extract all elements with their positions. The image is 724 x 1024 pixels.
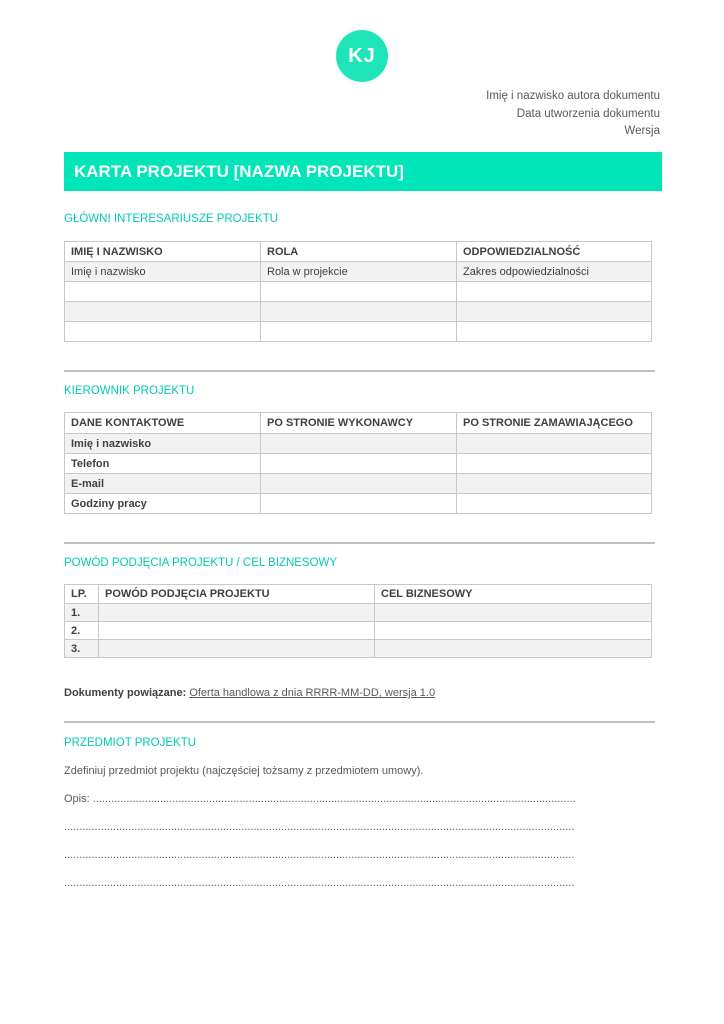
column-header: PO STRONIE ZAMAWIAJĄCEGO bbox=[457, 413, 652, 434]
description-line[interactable]: ....................................................................................................................................................................... bbox=[64, 877, 575, 889]
row-label: Imię i nazwisko bbox=[65, 434, 261, 454]
table-cell[interactable] bbox=[457, 454, 652, 474]
table-cell[interactable]: Rola w projekcie bbox=[261, 262, 457, 282]
table-cell[interactable] bbox=[375, 640, 652, 658]
table-cell[interactable] bbox=[457, 282, 652, 302]
stakeholders-heading: GŁÓWNI INTERESARIUSZE PROJEKTU bbox=[64, 213, 279, 225]
table-row bbox=[65, 454, 652, 474]
document-meta bbox=[486, 88, 660, 141]
table-cell[interactable] bbox=[65, 302, 261, 322]
column-header: CEL BIZNESOWY bbox=[375, 585, 652, 604]
description-line[interactable]: Opis: .............................................................................................................................................................. bbox=[64, 793, 576, 805]
page-title: KARTA PROJEKTU [NAZWA PROJEKTU] bbox=[64, 152, 662, 191]
logo-initials: KJ bbox=[336, 30, 388, 82]
related-document-link[interactable]: Oferta handlowa z dnia RRRR-MM-DD, wersja 1.0 bbox=[189, 687, 436, 699]
table-header-row bbox=[65, 585, 652, 604]
reason-table bbox=[64, 584, 652, 658]
row-number: 1. bbox=[65, 604, 99, 622]
subject-heading: PRZEDMIOT PROJEKTU bbox=[64, 737, 197, 749]
row-label: Godziny pracy bbox=[65, 494, 261, 514]
table-cell[interactable] bbox=[65, 322, 261, 342]
version: Wersja bbox=[624, 125, 660, 137]
table-cell[interactable] bbox=[457, 494, 652, 514]
reason-heading: POWÓD PODJĘCIA PROJEKTU / CEL BIZNESOWY bbox=[64, 557, 338, 569]
table-cell[interactable] bbox=[261, 302, 457, 322]
table-header-row bbox=[65, 242, 652, 262]
table-row bbox=[65, 604, 652, 622]
related-documents bbox=[64, 687, 435, 699]
description-label: Opis: bbox=[64, 793, 90, 805]
creation-date: Data utworzenia dokumentu bbox=[516, 107, 660, 120]
column-header: POWÓD PODJĘCIA PROJEKTU bbox=[99, 585, 375, 604]
table-cell[interactable]: Zakres odpowiedzialności bbox=[457, 262, 652, 282]
table-cell[interactable] bbox=[375, 622, 652, 640]
table-cell[interactable] bbox=[261, 474, 457, 494]
column-header: LP. bbox=[65, 585, 99, 604]
table-cell[interactable] bbox=[261, 322, 457, 342]
table-row bbox=[65, 640, 652, 658]
table-row bbox=[65, 282, 652, 302]
table-row bbox=[65, 434, 652, 454]
stakeholders-table bbox=[64, 241, 652, 342]
row-number: 2. bbox=[65, 622, 99, 640]
manager-table bbox=[64, 412, 652, 514]
table-cell[interactable] bbox=[457, 474, 652, 494]
column-header: ODPOWIEDZIALNOŚĆ bbox=[457, 242, 652, 262]
table-row bbox=[65, 474, 652, 494]
table-cell[interactable] bbox=[99, 622, 375, 640]
table-cell[interactable] bbox=[375, 604, 652, 622]
table-cell[interactable] bbox=[457, 322, 652, 342]
row-label: Telefon bbox=[65, 454, 261, 474]
description-line[interactable]: ....................................................................................................................................................................... bbox=[64, 849, 575, 861]
row-number: 3. bbox=[65, 640, 99, 658]
table-cell[interactable] bbox=[99, 604, 375, 622]
table-cell[interactable] bbox=[261, 434, 457, 454]
table-cell[interactable] bbox=[99, 640, 375, 658]
table-cell[interactable] bbox=[261, 282, 457, 302]
related-documents-label: Dokumenty powiązane: bbox=[64, 687, 187, 699]
section-divider bbox=[64, 721, 655, 723]
table-cell[interactable] bbox=[65, 282, 261, 302]
table-header-row bbox=[65, 413, 652, 434]
row-label: E-mail bbox=[65, 474, 261, 494]
column-header: ROLA bbox=[261, 242, 457, 262]
section-divider bbox=[64, 370, 655, 372]
section-divider bbox=[64, 542, 655, 544]
manager-heading: KIEROWNIK PROJEKTU bbox=[64, 385, 195, 397]
table-row bbox=[65, 322, 652, 342]
column-header: PO STRONIE WYKONAWCY bbox=[261, 413, 457, 434]
table-row bbox=[65, 622, 652, 640]
table-cell[interactable] bbox=[457, 302, 652, 322]
column-header: DANE KONTAKTOWE bbox=[65, 413, 261, 434]
table-cell[interactable] bbox=[457, 434, 652, 454]
column-header: IMIĘ I NAZWISKO bbox=[65, 242, 261, 262]
table-row bbox=[65, 494, 652, 514]
table-cell[interactable]: Imię i nazwisko bbox=[65, 262, 261, 282]
table-cell[interactable] bbox=[261, 454, 457, 474]
subject-instruction: Zdefiniuj przedmiot projektu (najczęściej tożsamy z przedmiotem umowy). bbox=[64, 765, 424, 777]
description-line[interactable]: ....................................................................................................................................................................... bbox=[64, 821, 575, 833]
author-name: Imię i nazwisko autora dokumentu bbox=[486, 90, 660, 102]
table-row bbox=[65, 262, 652, 282]
table-cell[interactable] bbox=[261, 494, 457, 514]
table-row bbox=[65, 302, 652, 322]
